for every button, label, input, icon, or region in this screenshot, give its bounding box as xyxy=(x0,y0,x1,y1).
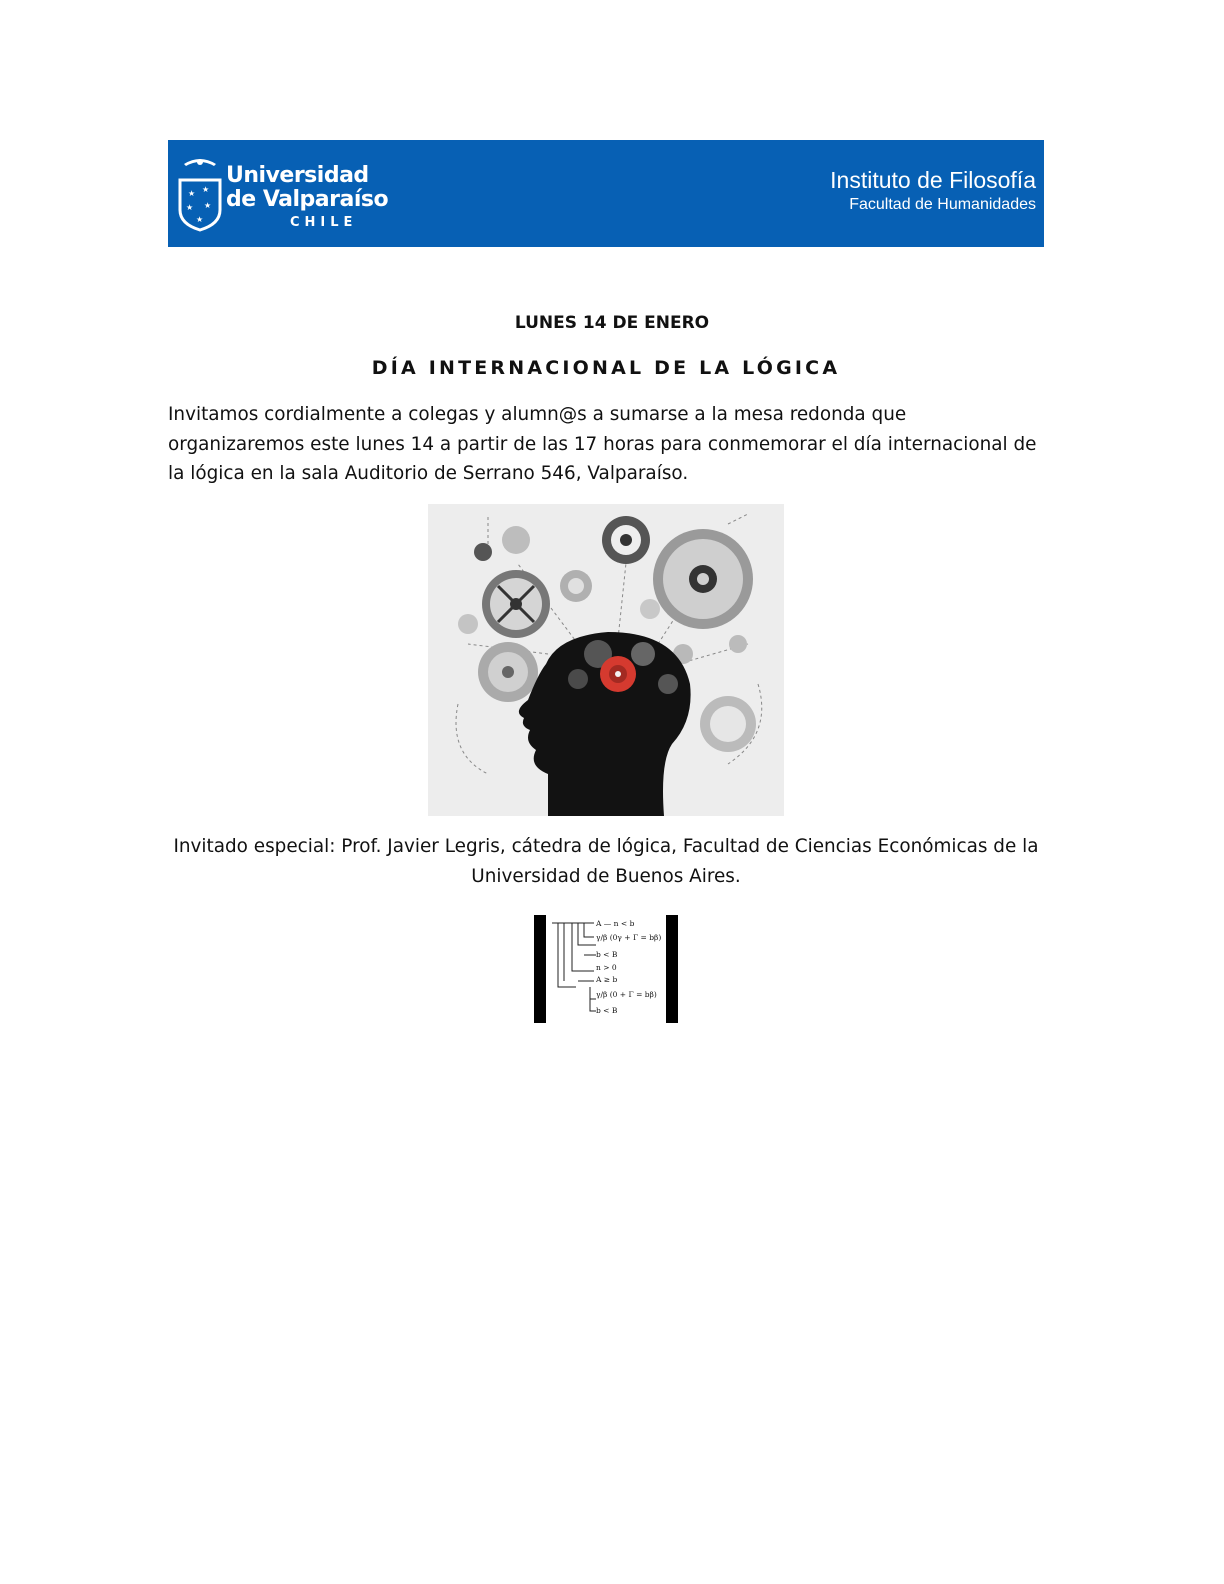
formula-line-6: γ/β (0 + Γ = bβ) xyxy=(596,990,657,999)
special-guest-line1: Invitado especial: Prof. Javier Legris, cátedra de lógica, Facultad de Ciencias Económicas de la xyxy=(173,836,1039,857)
event-date: LUNES 14 DE ENERO xyxy=(514,313,710,333)
event-title: DÍA INTERNACIONAL DE LA LÓGICA xyxy=(371,357,841,379)
special-guest-line2: Universidad de Buenos Aires. xyxy=(471,865,741,887)
formula-line-3: b < B xyxy=(596,950,618,959)
formula-line-2: γ/β (0γ + Γ = bβ) xyxy=(596,933,662,942)
special-guest xyxy=(168,832,1044,891)
invitation-paragraph: Invitamos cordialmente a colegas y alumn@s a sumarse a la mesa redonda que organizaremos este lunes 14 a partir de las 17 horas para conmemorar el día internacional de la lógica en la sala Auditorio de Serrano 546, Valparaíso. xyxy=(168,404,1037,484)
formula-line-4: n > 0 xyxy=(596,963,617,972)
svg-text:★: ★ xyxy=(204,201,212,210)
university-shield-logo xyxy=(178,150,222,236)
svg-text:★: ★ xyxy=(196,215,204,224)
university-name-line2: de Valparaíso xyxy=(226,187,389,212)
university-name-line1: Universidad xyxy=(226,163,369,188)
svg-text:★: ★ xyxy=(202,185,210,194)
formula-line-5: A ≥ b xyxy=(596,975,618,984)
formula-line-7: b < B xyxy=(596,1006,618,1015)
header-banner xyxy=(168,140,1044,247)
institute-block xyxy=(830,166,1036,216)
institute-faculty: Facultad de Humanidades xyxy=(849,196,1036,213)
svg-text:★: ★ xyxy=(188,189,196,198)
concept-script-formula xyxy=(534,915,678,1023)
institute-name: Instituto de Filosofía xyxy=(830,167,1036,193)
formula-line-1: A — n < b xyxy=(596,919,635,928)
university-country: CHILE xyxy=(290,215,358,230)
university-name xyxy=(226,164,388,212)
svg-text:★: ★ xyxy=(186,203,194,212)
head-with-gears-illustration xyxy=(428,504,784,816)
